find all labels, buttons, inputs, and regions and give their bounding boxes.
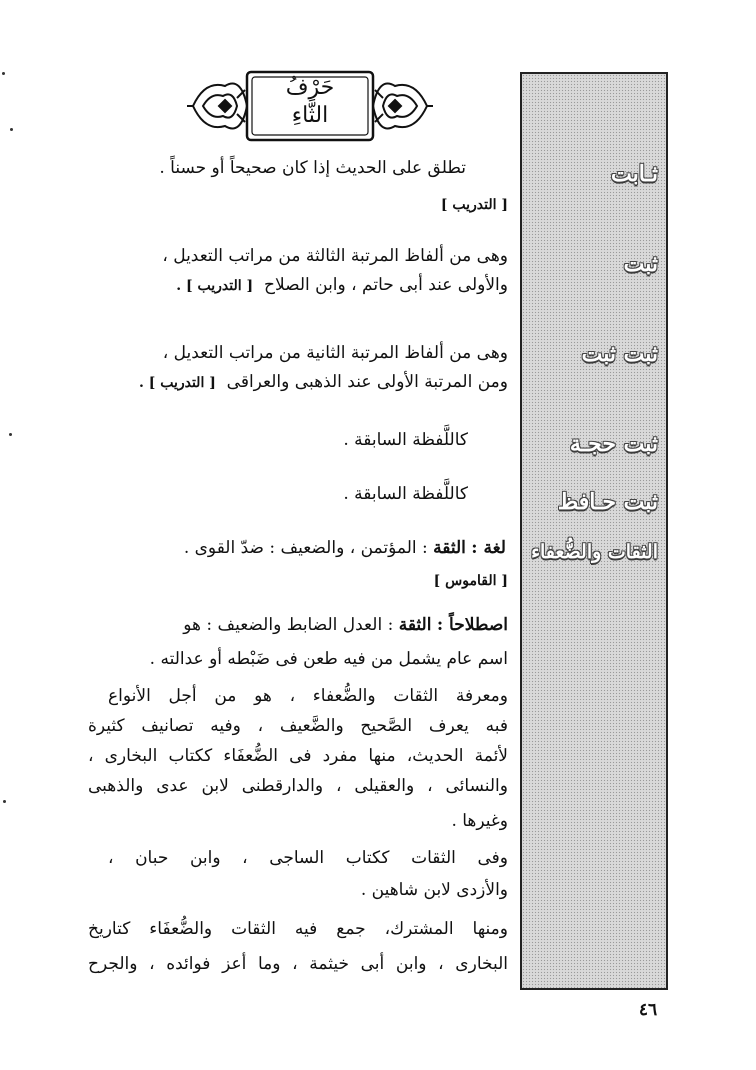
paragraph-line: وفى الثقات ككتاب الساجى ، وابن حبان ، [108,848,508,868]
istilah-label: اصطلاحاً : [436,615,508,635]
paragraph-line: والأزدى لابن شاهين . [360,880,508,900]
entry-2-text: والأولى عند أبى حاتم ، وابن الصلاح [263,275,508,295]
scan-speck [9,433,12,436]
entry-5-text: كاللَّفظة السابقة . [343,484,468,504]
chapter-title [248,74,372,138]
entry-2-source: [ التدريب ] . [176,278,254,294]
entry-3-line-1: وهى من ألفاظ المرتبة الثانية من مراتب التعديل ، [162,343,508,363]
entry-3-source: [ التدريب ] . [138,375,216,391]
paragraph-line: فبه يعرف الصَّحيح والضَّعيف ، وفيه تصانيف كثيرة [88,716,508,736]
lugha-label: لغة : [471,538,506,558]
scan-speck [3,800,6,803]
entry-1-source: [ التدريب ] [440,197,508,213]
chapter-heading-ornament [185,66,435,146]
thiqa-label: الثقة [433,538,466,558]
sidebar-term: ثـابت [611,161,658,187]
sidebar-term: ثبت [623,251,658,277]
entry-3-line-2 [88,369,508,396]
entry-4-text: كاللَّفظة السابقة . [343,430,468,450]
entry-6-lugha-line [86,535,506,561]
entry-3-text: ومن المرتبة الأولى عند الذهبى والعراقى [226,372,508,392]
sidebar-term: الثقات والضُّعفاء [531,541,658,563]
paragraph-line: البخارى ، وابن أبى خيثمة ، وما أعز فوائده ، والجرح [88,954,508,974]
page-number: ٤٦ [638,1000,658,1020]
paragraph-line: اسم عام يشمل من فيه طعن فى ضَبْطه أو عدالته . [149,649,508,669]
thiqa-label-2: الثقة [398,615,432,635]
lugha-definition: : المؤتمن ، والضعيف : ضدّ القوى . [183,538,428,558]
paragraph-line: لأئمة الحديث، منها مفرد فى الضُّعفَاء ككتاب البخارى ، [88,746,508,766]
paragraph-line: ومعرفة الثقات والضُّعفاء ، هو من أجل الأنواع [108,686,508,706]
entry-6-istilah-line [88,612,508,638]
entry-2-line-1: وهى من ألفاظ المرتبة الثالثة من مراتب التعديل ، [162,246,508,266]
scan-speck [2,72,5,75]
istilah-definition: : العدل الضابط والضعيف : هو [183,615,394,635]
chapter-title-line2: الثَّاءِ [291,103,329,128]
entry-1-text: تطلق على الحديث إذا كان صحيحاً أو حسناً . [159,158,466,178]
entry-6-lugha-source: [ القاموس ] [433,573,508,589]
entry-2-line-2 [88,272,508,299]
paragraph-line: وغيرها . [451,811,508,831]
paragraph-line: ومنها المشترك، جمع فيه الثقات والضُّعفَاء كتاريخ [88,919,508,939]
scan-speck [10,128,13,131]
chapter-title-line1: حَرْفُ [285,75,335,100]
paragraph-line: والنسائى ، والعقيلى ، والدارقطنى لابن عدى والذهبى [88,776,508,796]
sidebar-term: ثبت ثبت [581,341,658,367]
terms-sidebar [520,72,668,990]
sidebar-term: ثبت حجـة [569,431,658,457]
sidebar-term: ثبت حـافظ [557,489,658,515]
